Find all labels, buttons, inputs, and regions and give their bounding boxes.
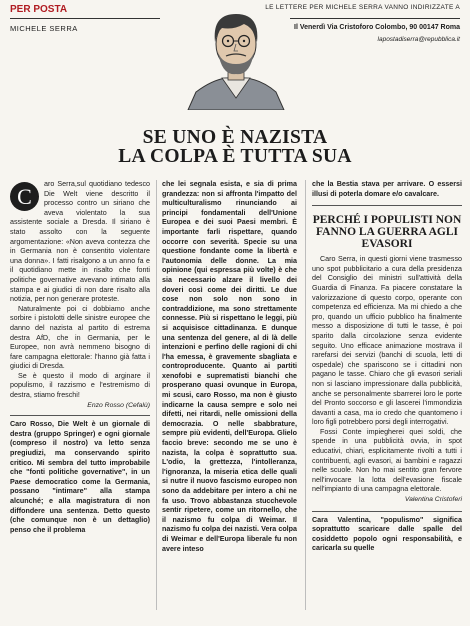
drop-cap: C <box>10 182 39 211</box>
headline-line-1: SE UNO È NAZISTA <box>142 127 328 148</box>
column-3 <box>312 180 462 554</box>
letter-paragraph: aro Serra,sul quotidiano tedesco Die Welt viene descritto il processo contro un siriano che aveva violentato la sua assistente sociale a Dresda. Il siriano è stato assolto con la seguente argomentazione: «Non aveva contezza che in Germania non è consentito violentare una donna». I fatti risalgono a un anno fa e il quotidiano mette in risalto che fonti politiche governative avevano intimato alla stampa e ai giudici di non dare risalto alla notizia, per non generare proteste. <box>10 180 150 304</box>
author-portrait-illustration <box>182 2 290 110</box>
reply-text: che lei segnala esista, e sia di prima grandezza: non si affronta l'impatto del multiculturalismo rinunciando ai principi fondamentali dell'Unione Europea e dei suoi Paesi membri. È importante farli rispettare, quando occorre con severità. Specie su una questione fondante come la libertà e l'autonomia delle donne. La mia opinione (qui espressa più volte) è che sia necessario alzare il livello dei doveri così come dei diritti. Le due cose non solo non sono in contraddizione, ma sono strettamente connesse. Più si rispettano le leggi, più si acquisisce cittadinanza. E dunque una sentenza del genere, al di là delle intenzioni e perfino delle ragioni di chi l'ha emessa, è gravemente sbagliata e controproducente. Quanto ai partiti xenofobi e suprematisti bianchi che prosperano quasi ovunque in Europa, mi scusi, caro Rosso, ma non è giusto indicarne la causa sempre e solo nei difetti, nei ritardi, nelle omissioni della democrazia. O nelle sbabbrature, sempre più evidenti, dell'Europa. Glielo faccio breve: secondo me se uno è nazista, la colpa è soprattutto sua. L'odio, la grettezza, l'intolleranza, l'ignoranza, la miseria etica delle quali si nutre il nuovo fascismo europeo non sono da addebitare per intero a chi ne fa uso. Trovo abbastanza stucchevole sentir ripetere, come un ritornello, che il nazismo fu colpa di Weimar. Il nazismo fu colpa dei nazisti. Vera colpa di Weimar e dell'Europa liberale fu non avere inteso <box>162 180 297 553</box>
columnist-name: MICHELE SERRA <box>10 24 78 33</box>
reply-text: che la Bestia stava per arrivare. O essersi illusi di poterla domare e/o cavalcare. <box>312 180 462 198</box>
letter-signature: Enzo Rosso (Cefalù) <box>87 401 150 409</box>
reply-text: Caro Rosso, Die Welt è un giornale di destra (gruppo Springer) e ogni giornale (compreso il nostro) va letto senza pregiudizi, ma conservando spirito critico. Mi sembra del tutto improbabile che "fonti politiche governative", in un Paese democratico come la Germania, possano "intimare" alla stampa alcunché; e alla magistratura di non diffondere una sentenza. Detto questo (che comunque non è un dettaglio) penso che il problema <box>10 420 150 534</box>
letter-1 <box>10 180 150 410</box>
postal-address: Il Venerdì Via Cristoforo Colombo, 90 00147 Roma <box>294 24 460 31</box>
section-label: PER POSTA <box>10 4 68 15</box>
column-1 <box>10 180 150 535</box>
section-divider <box>312 205 462 206</box>
letter-paragraph: Se è questo il modo di arginare il populismo, il razzismo e l'estremismo di destra, stiamo freschi! <box>10 371 150 400</box>
column-2 <box>162 180 297 554</box>
address-intro: LE LETTERE PER MICHELE SERRA VANNO INDIRIZZATE A <box>265 4 460 11</box>
letter-2-subheadline: PERCHÉ I POPULISTI NON FANNO LA GUERRA AGLI EVASORI <box>312 214 462 251</box>
header-rule-right <box>290 18 460 19</box>
column-divider <box>305 180 306 610</box>
column-divider <box>156 180 157 610</box>
letter-signature: Valentina Cristoferi <box>404 496 462 504</box>
letter-paragraph: Caro Serra, in questi giorni viene trasmesso uno spot pubblicitario a cura della presidenza del Consiglio dei ministri sull'attività della Guardia di Finanza. Fa piacere constatare la valorizzazione di questo corpo, operante con competenza ed efficienza. Ma mi chiedo a che pro, quando un ufficio pubblico ha finalmente messo a disposizione di tutti le tasse, è poi sparito dalla circolazione senza evidente seguito. Uno efficace animazione mostrava il rarefarsi dei servizi (banchi di scuola, letti di ospedale) che spariscono se i cittadini non pagano le tasse. Chiaro che gli evasori seriali non si lasciano impressionare dalla pubblicità, anche se personalmente sbarrerei loro le porte del Pronto soccorso e gli lascerei l'immondizia davanti a casa, ma io credo che quantomeno i loro figli potrebbero porsi degli interrogativi. <box>312 255 462 427</box>
headline-line-2: LA COLPA È TUTTA SUA <box>118 146 352 167</box>
reply-text: Cara Valentina, "populismo" significa soprattutto scaricare dalle spalle del cosiddetto popolo ogni responsabilità, e caricarla su quelle <box>312 515 462 553</box>
reply-divider <box>10 415 150 416</box>
reply-divider <box>312 511 462 512</box>
letter-paragraph: Naturalmente poi ci dobbiamo anche sorbire i pistolotti delle sinistre europee che danno del nazista al partito di estrema destra AfD, che in Germania, per le Europee, non avrà nemmeno bisogno di fare campagna elettorale: l'hanno già fatta i giudici di Dresda. <box>10 304 150 371</box>
header-rule-left <box>10 18 160 19</box>
email-address[interactable]: lapostadiserra@repubblica.it <box>377 36 460 43</box>
letter-paragraph: Fossi Conte impiegherei quei soldi, che spende in una pubblicità ovvia, in spot educativi, chiari, esplicitamente rivolti a tutti i contribuenti, agli evasori, ai bambini e ragazzi nelle scuole. Non ho mai sentito gran fervore nell'invocare la lotta dell'evasione fiscale nell'impianto di una campagna elettorale. <box>312 427 462 494</box>
